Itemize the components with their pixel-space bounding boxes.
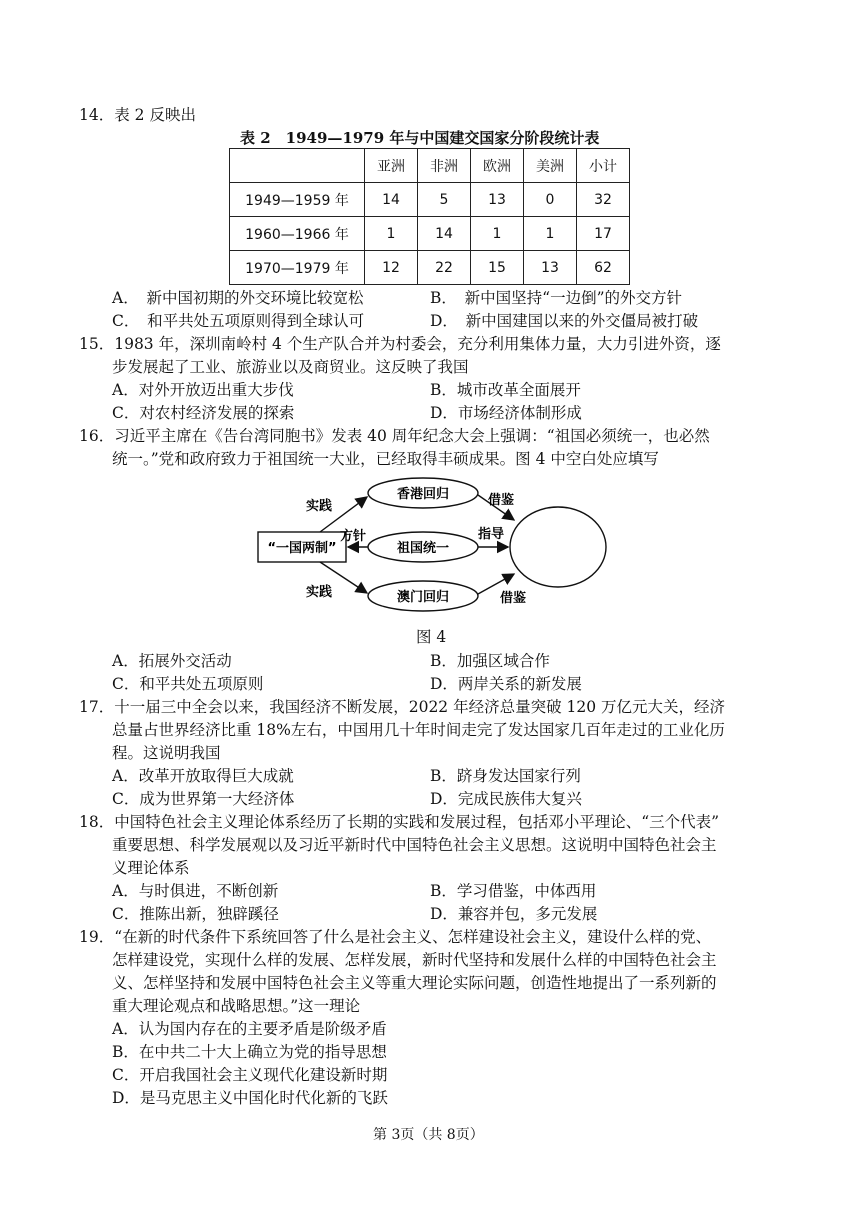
table-header-cell: 小计 bbox=[577, 149, 630, 183]
table-cell: 12 bbox=[365, 251, 418, 285]
table-cell: 1 bbox=[471, 217, 524, 251]
figure-4-caption: 图 4 bbox=[416, 628, 447, 646]
q19-line2: 怎样建设党，实现什么样的发展、怎样发展，新时代坚持和发展什么样的中国特色社会主 bbox=[112, 951, 717, 969]
q14-option-d[interactable]: D． 新中国建国以来的外交僵局被打破 bbox=[430, 312, 699, 330]
label-guide: 指导 bbox=[478, 527, 505, 542]
table-header-cell bbox=[230, 149, 365, 183]
q18-line1: 18．中国特色社会主义理论体系经历了长期的实践和发展过程，包括邓小平理论、“三个代表” bbox=[79, 813, 720, 831]
figure-4-diagram bbox=[250, 470, 620, 620]
table-cell: 14 bbox=[365, 183, 418, 217]
q16-option-d[interactable]: D．两岸关系的新发展 bbox=[430, 675, 582, 693]
q19-option-c[interactable]: C．开启我国社会主义现代化建设新时期 bbox=[112, 1066, 388, 1084]
q16-line1: 16．习近平主席在《告台湾同胞书》发表 40 周年纪念大会上强调：“祖国必须统一，也必然 bbox=[79, 427, 710, 445]
q16-option-a[interactable]: A．拓展外交活动 bbox=[112, 652, 232, 670]
q18-line2: 重要思想、科学发展观以及习近平新时代中国特色社会主义思想。这说明中国特色社会主 bbox=[112, 836, 717, 854]
table-cell: 62 bbox=[577, 251, 630, 285]
q19-line3: 义、怎样坚持和发展中国特色社会主义等重大理论实际问题，创造性地提出了一系列新的 bbox=[112, 974, 717, 992]
table-cell: 0 bbox=[524, 183, 577, 217]
q17-option-b[interactable]: B．跻身发达国家行列 bbox=[430, 767, 581, 785]
table-row bbox=[230, 251, 630, 285]
q15-option-a[interactable]: A．对外开放迈出重大步伐 bbox=[112, 381, 294, 399]
table-header-cell: 美洲 bbox=[524, 149, 577, 183]
table-cell: 1 bbox=[365, 217, 418, 251]
q14-option-c[interactable]: C． 和平共处五项原则得到全球认可 bbox=[112, 312, 365, 330]
q17-line2: 总量占世界经济比重 18%左右，中国用几十年时间走完了发达国家几百年走过的工业化历 bbox=[112, 721, 725, 739]
q15-option-b[interactable]: B．城市改革全面展开 bbox=[430, 381, 581, 399]
q19-option-a[interactable]: A．认为国内存在的主要矛盾是阶级矛盾 bbox=[112, 1020, 387, 1038]
macau-return-label: 澳门回归 bbox=[396, 590, 450, 605]
table-row bbox=[230, 183, 630, 217]
q16-option-b[interactable]: B．加强区域合作 bbox=[430, 652, 550, 670]
q15-line1: 15．1983 年，深圳南岭村 4 个生产队合并为村委会，充分利用集体力量，大力引进外资，逐 bbox=[79, 335, 721, 353]
q19-line4: 重大理论观点和战略思想。”这一理论 bbox=[112, 997, 361, 1015]
table-header-row bbox=[230, 149, 630, 183]
q14-option-a[interactable]: A． 新中国初期的外交环境比较宽松 bbox=[112, 289, 364, 307]
table-cell: 5 bbox=[418, 183, 471, 217]
table-header-cell: 亚洲 bbox=[365, 149, 418, 183]
blank-answer-node bbox=[510, 507, 606, 587]
label-policy: 方针 bbox=[340, 529, 367, 544]
q14-option-b[interactable]: B． 新中国坚持“一边倒”的外交方针 bbox=[430, 289, 682, 307]
label-practice-bottom: 实践 bbox=[306, 585, 333, 600]
q14-stem: 14．表 2 反映出 bbox=[79, 106, 196, 124]
table-cell: 13 bbox=[471, 183, 524, 217]
q15-option-d[interactable]: D．市场经济体制形成 bbox=[430, 404, 582, 422]
q17-line3: 程。这说明我国 bbox=[112, 744, 221, 762]
hongkong-return-label: 香港回归 bbox=[396, 487, 450, 502]
label-borrow-bottom: 借鉴 bbox=[500, 591, 527, 606]
q16-option-c[interactable]: C．和平共处五项原则 bbox=[112, 675, 264, 693]
table-cell: 22 bbox=[418, 251, 471, 285]
q17-option-a[interactable]: A．改革开放取得巨大成就 bbox=[112, 767, 294, 785]
q17-option-d[interactable]: D．完成民族伟大复兴 bbox=[430, 790, 582, 808]
q19-option-d[interactable]: D．是马克思主义中国化时代化新的飞跃 bbox=[112, 1089, 388, 1107]
figure-4-svg bbox=[250, 470, 620, 620]
q15-option-c[interactable]: C．对农村经济发展的探索 bbox=[112, 404, 295, 422]
stats-table bbox=[229, 148, 630, 285]
table-cell: 1949—1959 年 bbox=[230, 183, 365, 217]
q19-option-b[interactable]: B．在中共二十大上确立为党的指导思想 bbox=[112, 1043, 387, 1061]
q19-line1: 19．“在新的时代条件下系统回答了什么是社会主义、怎样建设社会主义，建设什么样的党、 bbox=[79, 928, 712, 946]
q17-option-c[interactable]: C．成为世界第一大经济体 bbox=[112, 790, 295, 808]
table-cell: 13 bbox=[524, 251, 577, 285]
label-practice-top: 实践 bbox=[306, 499, 333, 514]
table-cell: 32 bbox=[577, 183, 630, 217]
table-cell: 15 bbox=[471, 251, 524, 285]
table-cell: 17 bbox=[577, 217, 630, 251]
table-caption: 表 2 1949—1979 年与中国建交国家分阶段统计表 bbox=[240, 129, 600, 147]
q18-option-b[interactable]: B．学习借鉴，中体西用 bbox=[430, 882, 597, 900]
q18-option-c[interactable]: C．推陈出新，独辟蹊径 bbox=[112, 905, 279, 923]
table-cell: 14 bbox=[418, 217, 471, 251]
q18-line3: 义理论体系 bbox=[112, 859, 190, 877]
label-borrow-top: 借鉴 bbox=[488, 493, 515, 508]
table-cell: 1960—1966 年 bbox=[230, 217, 365, 251]
table-header-cell: 非洲 bbox=[418, 149, 471, 183]
page-footer: 第 3页（共 8页） bbox=[373, 1127, 484, 1143]
q15-line2: 步发展起了工业、旅游业以及商贸业。这反映了我国 bbox=[112, 358, 469, 376]
one-country-two-systems-label: “一国两制” bbox=[267, 541, 337, 556]
q18-option-a[interactable]: A．与时俱进，不断创新 bbox=[112, 882, 279, 900]
reunification-label: 祖国统一 bbox=[396, 541, 450, 556]
table-row bbox=[230, 217, 630, 251]
table-cell: 1 bbox=[524, 217, 577, 251]
table-cell: 1970—1979 年 bbox=[230, 251, 365, 285]
q18-option-d[interactable]: D．兼容并包，多元发展 bbox=[430, 905, 598, 923]
table-header-cell: 欧洲 bbox=[471, 149, 524, 183]
q16-line2: 统一。”党和政府致力于祖国统一大业，已经取得丰硕成果。图 4 中空白处应填写 bbox=[112, 450, 659, 468]
q17-line1: 17．十一届三中全会以来，我国经济不断发展，2022 年经济总量突破 120 万亿元大关，经济 bbox=[79, 698, 726, 716]
